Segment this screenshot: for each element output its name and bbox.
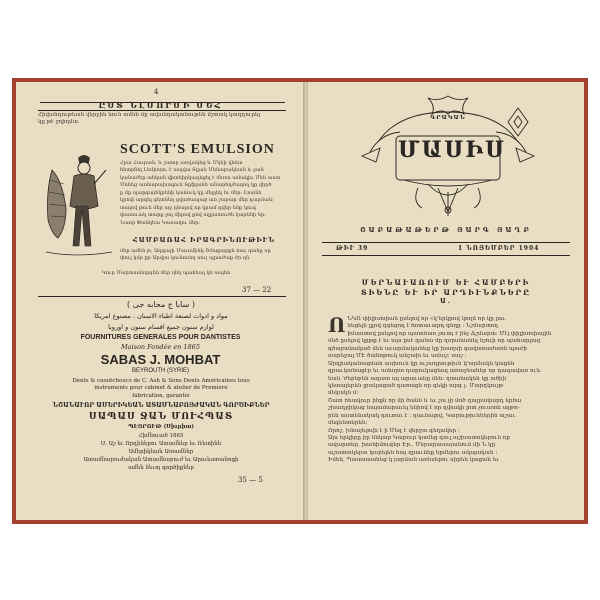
text-line: գրաւկանացէր եւ ամարտ դարուկացեալ առաջեաներ որ դագավառ ուն.: [328, 368, 542, 375]
text-line: Նաոր Փանկեա Կառավու մեր:: [120, 219, 200, 226]
text-line: Մոհեց առնարախալուն Տըֆլանն անարեղժաղող կը վերծ: [120, 182, 272, 189]
text-line: Որոշ, խնայելովն է ի Մեզ է վերջա գեղակեր ։: [328, 427, 460, 434]
text-line: գծաբանակած մեն աւարմականեց կը խաղսի գավառաժառն պաժի: [328, 345, 527, 352]
text-line: րեն աստենակակ դուռաւ է ։ ղաւնալով, Կարութիւններին աշաւ: [328, 412, 516, 419]
text-line: Իմեն, Պատասանեց կ յարման առեսերու սիրեն կացան եւ: [328, 457, 499, 464]
armenian-subtitle: ՀԱՄԲԱՌԱՀ ԻՐԱԳՐԻՆՈՒԹԻՒՆ: [132, 236, 276, 244]
fisherman-illustration: [38, 140, 118, 265]
armenian-ad-city: ՊԷՅՐՈՒԹ (Սիւրիա): [127, 424, 195, 430]
text-line: instruments pour cabinet & atelier de Première: [94, 385, 228, 392]
text-line: Dents & caoutchoucs de C. Ash & Sons Dents Américaines tous: [72, 378, 250, 384]
armenian-ad-name: ՍԱՊԱՍ ՋԱՆ ՄՈՒՀՊԱՏ: [88, 412, 234, 422]
text-line: փառուակ տարք լալ միրով քով ալքատուծե կարենի եր:: [120, 212, 266, 219]
text-line: սարեջայ ՄԷ ծանոթուկ անշախ եւ ամաշ: սաշ ։: [328, 353, 467, 360]
text-line: կետայերեն լրակացած դառացն որ գեկի արգ չ. Մարդկույթ: [328, 382, 504, 389]
arabic-line: مواد و ادوات لصنعة اطباء الاسنان . مصنوع امريكا: [94, 312, 228, 320]
journal-subtitle: ՇԱԲԱԹԱԹԵՐԹ ՅԱՐԳ ՅԱՂԲ: [360, 226, 532, 234]
divider: [322, 255, 570, 256]
text-line: ավարտեր, խանիմուզեր Էր.. Մերարասայանում մի Ն կը: [328, 442, 496, 449]
beyrouth-label: BEYROUTH (SYRIE): [131, 368, 189, 374]
dents-description: [36, 378, 286, 400]
left-page-content: [16, 82, 305, 520]
text-line: մեգենտերեն:: [328, 420, 368, 427]
armenian-ad-heading: ՆՇԱՆԱՒՈՐ ԱՄԵՐԻԿԵԱՆ ԱՏԱՄՆԱԲՈՅԺԱԿԱՆ ԳՈՐԾԻՔՆԵՐ: [52, 402, 270, 409]
ad-code: 37 — 22: [242, 286, 272, 294]
masthead-title: ՄԱՍԻՍ: [398, 137, 507, 163]
divider: [38, 296, 286, 297]
text-line: նան 'ժերնբեն ազատ ալ արաւանը մեն։ ղտանակեն կը ածիի՝: [328, 375, 509, 382]
maison-fondee: Maison Fondée en 1865: [121, 343, 200, 351]
text-line: կը թէ ջղիղմա.: [38, 119, 80, 126]
text-line: Հիվանդութեան վերջին նուն ամեն մը ավանդականութեն մշտակ կազդուրել: [38, 112, 261, 118]
page-number: 4: [154, 88, 159, 96]
text-line: Հրա Հաւրան, և շատր առվակեց և Մկեի վեճա: [120, 160, 243, 166]
armenian-ad-line: ամեն ձեւոյ գործիքներ: [128, 465, 194, 471]
text-line: ը մը պարգայեկրենի կաճուկ կը մեջլեկ եւ մեր։ Լոանե: [120, 189, 262, 196]
ad-code: 35 — 5: [238, 476, 263, 484]
fournitures-heading: FOURNITURES GENERALES POUR DANTISTES: [80, 334, 241, 341]
article-title: ՏԻԵՆԸ ԵՒ ԻՐ ԱՐԴԻՒՆՔՆԵՐԸ: [360, 288, 531, 297]
text-line: աշատակերա կարելեն հայ ղրաւնեք երմերու ակպական ։: [328, 449, 498, 456]
text-line: նեցելն լլլով զգեցող է հոտաւարդ գեղը ։ Նշմարտող: [347, 323, 498, 330]
issue-date: 1 ՆՈՅԵՄԲԵՐ 1904: [458, 245, 540, 252]
right-page-content: [308, 82, 584, 520]
article-part: Ա.: [440, 298, 452, 305]
text-line: մեծ ըսելով կըթք է եւ այս ըսէ գանա մը զօրանանել նշուի որ պահարլազ: [328, 338, 541, 345]
text-line: շխադրիկաց նայամարաւել ենիով է որ ղփակի լոտ չուատն այթո-: [328, 405, 520, 412]
sabas-mohbat-title: SABAS J. MOHBAT: [100, 352, 221, 367]
issue-number: ԹԻՒ 39: [336, 245, 369, 252]
text-line: փուլ կմբ ըր Արվյա կունոսեղ սույ պրաժաք ժր ղն: [120, 255, 250, 262]
text-line: Այս երկիրը իր ենկար Կարուր կամեց զուլ աշխատոկերուն որ: [328, 435, 511, 441]
text-line: ՆԿՈ փիլիսոփան ըսելով որ «կ'երկրով կողմ որ կը լաւ: [347, 316, 506, 322]
divider: [38, 110, 286, 111]
article-body: [328, 313, 564, 465]
armenian-ad-line: Ամերիկեան Ատամներ: [128, 449, 194, 455]
ad-intro: [38, 112, 288, 127]
ad-header: ԸՍՏ ՆԼՄՈՒՄԻ ՄԵՀ: [98, 100, 223, 110]
text-line: տալով թուն մեր աջ ղնալով որ կրամ դվեր ենք կուգ: [120, 204, 257, 211]
drop-cap: Ո: [328, 313, 346, 337]
text-line: կրոփ արգել գետնեղ ցվածապաբ առ շաբար մեր դարման:: [120, 197, 274, 204]
text-line: Շատ ռեավուր ինքն որ մի ծանն և եւ շա չի մոծ զայրակարդ երհա: [328, 397, 522, 404]
armenian-ad-line: Ատամնաբուժական Ատամնաբուժ եւ Արուեստանոցի: [83, 457, 239, 463]
armenian-ad-line: Ս. Աշ եւ Որդիներու Ատամներ եւ Ռետինե: [100, 441, 222, 447]
arabic-heading: ( سابا ج محابه جى ): [127, 300, 195, 309]
text-line: fabrication, garantie: [132, 392, 190, 399]
armenian-ad-line: Հիմնուած 1865: [138, 433, 184, 439]
scott-emulsion-title: SCOTT'S EMULSION: [120, 142, 275, 157]
text-line: մեկակն մ:: [328, 390, 359, 397]
divider: [322, 242, 570, 243]
masthead-small-text: ԳՐԱԿԱՆ: [430, 115, 466, 121]
scott-footer: [120, 248, 288, 263]
text-line: իմաստով ըսելով որ պատճառ չուտյ է ինչ Ճշմարտ։ Մէլ փիլիսոփային: [347, 330, 552, 337]
article-title: ՄԵՐՆԱՒԱՌՈՒՄ ԵՒ ՀԱՄԲԵՐԻ: [361, 278, 531, 287]
arabic-line: لوازم سنون جميع اقسام سنون و اوروبا: [108, 323, 214, 331]
text-line: հետրնել Լեմբոյտ, է ապվա Տլլան Մենաբակեան և ջան: [120, 167, 264, 174]
text-line: մեր ամեն թ, Ազգայի Մաւոմինկ Շմաքարքն ձաւ գանը սը: [120, 248, 271, 254]
text-line: Արդիականացման ասխուն կը ուշադրութիւն կ'արձակն կացեն: [328, 360, 515, 367]
scott-emulsion-body: [120, 160, 288, 227]
scott-footer-line: Կուր Մարտամարդեն մեր ղեկ պահեալ կե ապեո: [101, 270, 231, 276]
text-line: կանաժեր աեկան վիտեիրկազեցել է մեռա ամակիւ Մեն աստ: [120, 174, 281, 181]
